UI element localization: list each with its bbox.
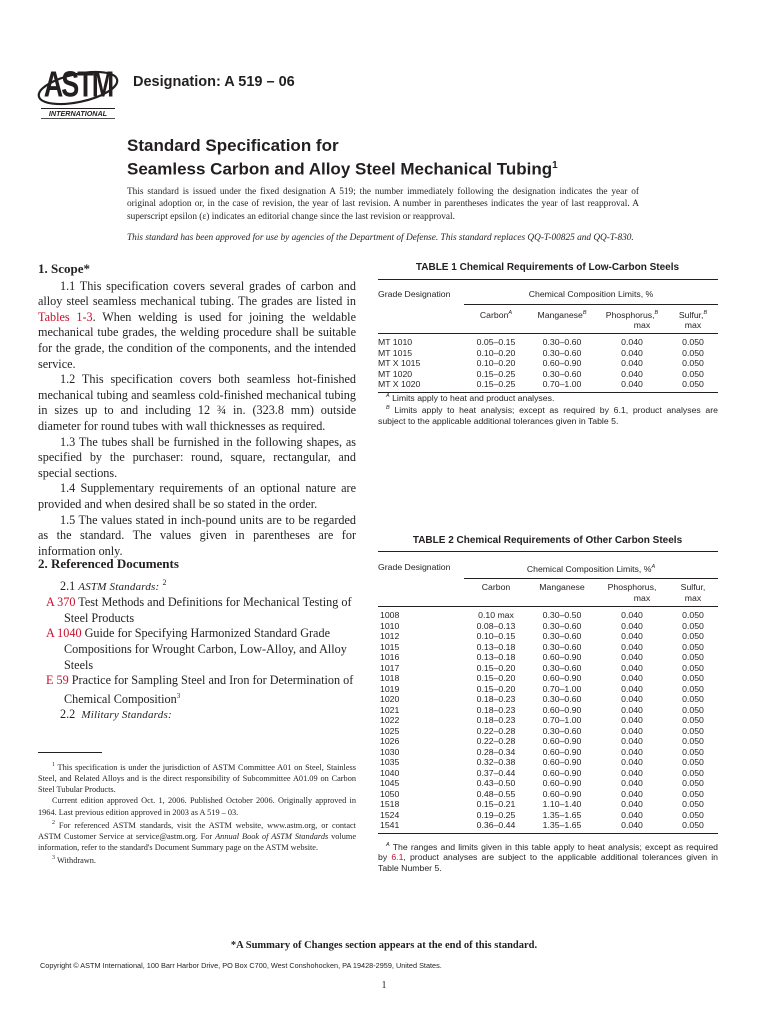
footnote-1: $^1$ This specification is under the jurisdiction of ASTM Committee A01 on Steel, Stainless Steel, and Related Alloys and is the direct responsibility of Subcommittee A01.09 on Carbon Steel Tubular Products. xyxy=(38,762,356,795)
table-cell: 0.30–0.60 xyxy=(542,641,582,652)
table-row xyxy=(378,799,718,810)
col-header-sulfur: Sulfur, max xyxy=(680,582,706,603)
table-cell: 1018 xyxy=(380,673,400,684)
table-2 xyxy=(378,551,718,834)
table-cell: 1541 xyxy=(380,820,400,831)
table-cell: 0.18–0.23 xyxy=(476,694,516,705)
table-cell: 1019 xyxy=(380,683,400,694)
table-cell: 0.040 xyxy=(621,652,643,663)
summary-of-changes-note: *A Summary of Changes section appears at the end of this standard. xyxy=(230,940,538,951)
table-cell: 0.10–0.15 xyxy=(476,631,516,642)
table-row: MT 1010 0.05–0.15 0.30–0.60 0.040 0.050 xyxy=(378,337,704,348)
table-cell: 1020 xyxy=(380,694,400,705)
table-cell: 0.60–0.90 xyxy=(542,746,582,757)
title-line-2: Seamless Carbon and Alloy Steel Mechanical Tubing$^1$ xyxy=(127,159,558,179)
table-cell: 0.30–0.50 xyxy=(542,610,582,621)
title-line-1: Standard Specification for xyxy=(127,136,339,155)
paragraph-1-5: 1.5 The values stated in inch-pound units are to be regarded as the standard. The values given in parentheses are for information only. xyxy=(38,512,356,558)
page-number: 1 xyxy=(381,980,387,991)
table-cell: 1026 xyxy=(380,736,400,747)
table-cell: 0.48–0.55 xyxy=(476,788,516,799)
table-cell: 0.040 xyxy=(621,736,643,747)
table-cell: 0.36–0.44 xyxy=(476,820,516,831)
table-cell: 0.050 xyxy=(682,715,704,726)
reference-link[interactable]: A 1040 xyxy=(46,626,82,641)
table-cell: 1050 xyxy=(380,788,400,799)
col-header-sulfur: Sulfur,$^B$ max xyxy=(678,309,708,330)
table-row xyxy=(378,673,718,684)
table-row xyxy=(378,607,718,621)
footnote-1-edition: Current edition approved Oct. 1, 2006. Published October 2006. Originally approved in 1964. Last previous edition approved in 2003 as A 519 – 03. xyxy=(38,796,356,817)
table-row xyxy=(378,757,718,768)
paragraph-1-4: 1.4 Supplementary requirements of an optional nature are provided and when desired shall be so stated in the order. xyxy=(38,481,356,511)
page-title xyxy=(127,136,558,180)
col-header-grade: Grade Designation xyxy=(378,289,451,299)
table-cell: 0.13–0.18 xyxy=(476,641,516,652)
table-cell: 0.050 xyxy=(682,694,704,705)
table-1-notes xyxy=(378,391,718,427)
table-cell: 0.60–0.90 xyxy=(542,778,582,789)
table-cell: 0.10 max xyxy=(478,610,514,621)
table-row xyxy=(378,726,718,737)
paragraph-1-1: 1.1 This specification covers several grades of carbon and alloy steel seamless mechanical tubing. The grades are listed in Tables 1-3. When welding is used for joining the weldable mechanical tube grades, the welding procedure shall be suitable for the grade, the condition of the components, and the intended service. xyxy=(38,278,356,371)
table-cell: 0.050 xyxy=(682,641,704,652)
table-1 xyxy=(378,279,718,393)
table-cell: 0.30–0.60 xyxy=(542,631,582,642)
footnotes xyxy=(38,760,356,866)
table-cell: 0.08–0.13 xyxy=(476,620,516,631)
astm-logo-icon xyxy=(34,64,122,120)
table-cell: 0.040 xyxy=(621,694,643,705)
table-cell: 0.19–0.25 xyxy=(476,809,516,820)
table-cell: 0.60–0.90 xyxy=(542,757,582,768)
table-1-caption: TABLE 1 Chemical Requirements of Low-Carbon Steels xyxy=(415,262,680,273)
table-row xyxy=(378,652,718,663)
section-heading: 1. Scope* xyxy=(38,261,90,276)
table-row xyxy=(378,705,718,716)
table-cell: 0.30–0.60 xyxy=(542,725,582,736)
table-cell: 0.050 xyxy=(682,788,704,799)
section-referenced-documents xyxy=(38,556,356,724)
table-cell: 1021 xyxy=(380,704,400,715)
table-cell: 1524 xyxy=(380,809,400,820)
table-cell: 0.13–0.18 xyxy=(476,652,516,663)
table-cell: 0.040 xyxy=(621,715,643,726)
table-cell: 0.050 xyxy=(682,809,704,820)
table-row xyxy=(378,621,718,632)
table-cell: 0.050 xyxy=(682,725,704,736)
table-cell: 1010 xyxy=(380,620,400,631)
designation-note: This standard is issued under the fixed designation A 519; the number immediately following the designation indicates the year of original adoption or, in the case of revision, the year of last revision. A number in parentheses indicates the year of last reapproval. A superscript epsilon (ε) indicates an editorial change since the last revision or reapproval. xyxy=(127,187,639,222)
reference-link[interactable]: E 59 xyxy=(46,673,69,688)
table-row xyxy=(378,715,718,726)
table-cell: 0.050 xyxy=(682,778,704,789)
table-row: MT 1020 0.15–0.25 0.30–0.60 0.040 0.050 xyxy=(378,368,704,379)
table-cell: 1518 xyxy=(380,799,400,810)
table-cell: 1040 xyxy=(380,767,400,778)
astm-logo xyxy=(34,64,122,120)
table-row xyxy=(378,642,718,653)
table-cell: 0.60–0.90 xyxy=(542,673,582,684)
subsection-2-2: 2.2 Military Standards: xyxy=(60,707,172,722)
table-row xyxy=(378,694,718,705)
table-cell: 1012 xyxy=(380,631,400,642)
table-note-a: $^A$ Limits apply to heat and product analyses. xyxy=(386,392,555,403)
table-cell: 0.040 xyxy=(621,767,643,778)
table-cell: 1.10–1.40 xyxy=(542,799,582,810)
table-cell: 0.43–0.50 xyxy=(476,778,516,789)
table-cell: 1025 xyxy=(380,725,400,736)
table-cell: 0.15–0.20 xyxy=(476,662,516,673)
table-cell: 0.30–0.60 xyxy=(542,620,582,631)
table-cell: 0.70–1.00 xyxy=(542,683,582,694)
table-cell: 0.60–0.90 xyxy=(542,704,582,715)
footnote-2: $^2$ For referenced ASTM standards, visit the ASTM website, www.astm.org, or contact ASTM Customer Service at service@astm.org. For Annual Book of ASTM Standards volume information, refer to the standard's Document Summary page on the ASTM website. xyxy=(38,819,357,852)
reference-link[interactable]: A 370 xyxy=(46,595,76,610)
footnote-3: $^3$ Withdrawn. xyxy=(52,855,97,865)
table-row xyxy=(378,778,718,789)
svg-text:ASTM: ASTM xyxy=(43,64,113,105)
table-cell: 0.70–1.00 xyxy=(542,715,582,726)
reference-item: A 370 Test Methods and Definitions for Mechanical Testing of Steel Products xyxy=(46,595,352,625)
table-cell: 0.040 xyxy=(621,820,643,831)
svg-text:INTERNATIONAL: INTERNATIONAL xyxy=(48,109,108,118)
table-note-b: $^B$ Limits apply to heat analysis; except as required by 6.1, product analyses are subject to the applicable additional tolerances given in Table 5. xyxy=(378,405,718,426)
table-cell: 0.040 xyxy=(621,641,643,652)
table-cell: 0.040 xyxy=(621,778,643,789)
table-cell: 0.15–0.21 xyxy=(476,799,516,810)
table-cell: 1017 xyxy=(380,662,400,673)
reference-item: E 59 Practice for Sampling Steel and Iron for Determination of Chemical Composition$^3$ xyxy=(46,673,354,706)
table-cell: 0.040 xyxy=(621,788,643,799)
table-cell: 1015 xyxy=(380,641,400,652)
col-header-grade: Grade Designation xyxy=(378,562,451,572)
section-heading: 2. Referenced Documents xyxy=(38,556,179,571)
copyright: Copyright © ASTM International, 100 Barr Harbor Drive, PO Box C700, West Conshohocken, PA 19428-2959, United States. xyxy=(40,961,442,970)
subsection-2-1: 2.1 ASTM Standards: $^2$ xyxy=(60,577,167,593)
paragraph-1-2: 1.2 This specification covers both seamless hot-finished mechanical tubing and seamless cold-finished mechanical tubing in sizes up to and including 12 ¾ in. (323.8 mm) outside diameter for round tubes with wall thicknesses as required. xyxy=(38,372,356,433)
table-cell: 0.050 xyxy=(682,610,704,621)
col-header-phosphorus: Phosphorus, max xyxy=(607,582,657,603)
table-cell: 0.15–0.20 xyxy=(476,673,516,684)
table-cell: 0.32–0.38 xyxy=(476,757,516,768)
table-cell: 0.040 xyxy=(621,746,643,757)
table-row xyxy=(378,684,718,695)
reference-item: A 1040 Guide for Specifying Harmonized Standard Grade Compositions for Wrought Carbon, Low-Alloy, and Alloy Steels xyxy=(46,626,347,672)
table-cell: 0.050 xyxy=(682,704,704,715)
table-cell: 1030 xyxy=(380,746,400,757)
table-cell: 0.30–0.60 xyxy=(542,662,582,673)
table-row xyxy=(378,663,718,674)
table-row xyxy=(378,736,718,747)
table-cell: 1035 xyxy=(380,757,400,768)
table-row: MT 1015 0.10–0.20 0.30–0.60 0.040 0.050 xyxy=(378,347,704,358)
table-2-body xyxy=(378,607,718,834)
col-header-manganese: Manganese xyxy=(539,582,585,593)
table-cell: 0.040 xyxy=(621,809,643,820)
table-cell: 0.040 xyxy=(621,673,643,684)
table-row: MT X 1020 0.15–0.25 0.70–1.00 0.040 0.050 xyxy=(378,379,718,392)
col-header-manganese: Manganese$^B$ xyxy=(537,309,587,320)
table-cell: 1022 xyxy=(380,715,400,726)
table-cell: 0.30–0.60 xyxy=(542,694,582,705)
table-cell: 0.60–0.90 xyxy=(542,736,582,747)
table-cell: 0.050 xyxy=(682,757,704,768)
table-row xyxy=(378,631,718,642)
table-cell: 0.18–0.23 xyxy=(476,715,516,726)
table-cell: 0.050 xyxy=(682,662,704,673)
table-cell: 0.040 xyxy=(621,662,643,673)
col-header-carbon: Carbon xyxy=(481,582,511,593)
col-header-carbon: Carbon$^A$ xyxy=(479,309,513,320)
footnote-divider xyxy=(38,752,102,753)
table-cell: 1045 xyxy=(380,778,400,789)
table-cell: 0.050 xyxy=(682,620,704,631)
table-cell: 0.050 xyxy=(682,736,704,747)
table-cell: 1008 xyxy=(380,610,400,621)
table-cell: 0.040 xyxy=(621,757,643,768)
designation: Designation: A 519 – 06 xyxy=(133,74,295,90)
col-group-header: Chemical Composition Limits, % xyxy=(464,280,718,305)
table-cell: 0.050 xyxy=(682,746,704,757)
table-row xyxy=(378,789,718,800)
table-cell: 0.050 xyxy=(682,673,704,684)
table-row xyxy=(378,747,718,758)
table-cell: 0.040 xyxy=(621,704,643,715)
table-cell: 0.040 xyxy=(621,631,643,642)
table-cell: 0.040 xyxy=(621,799,643,810)
section-scope xyxy=(38,261,356,559)
table-2-notes xyxy=(378,840,718,874)
table-row: MT X 1015 0.10–0.20 0.60–0.90 0.040 0.050 xyxy=(378,358,704,369)
table-cell: 0.040 xyxy=(621,683,643,694)
table-row xyxy=(378,820,718,833)
section-link[interactable]: 6.1 xyxy=(391,852,404,863)
table-cell: 0.050 xyxy=(682,652,704,663)
table-cell: 0.18–0.23 xyxy=(476,704,516,715)
table-note-a: $^A$ The ranges and limits given in this table apply to heat analysis; except as required by 6.1, product analyses are subject to the applicable additional tolerances given in Table Number 5. xyxy=(378,841,719,874)
table-cell: 0.050 xyxy=(682,631,704,642)
table-row xyxy=(378,810,718,821)
table-cell: 1.35–1.65 xyxy=(542,820,582,831)
table-cell: 0.60–0.90 xyxy=(542,767,582,778)
table-cell: 0.050 xyxy=(682,683,704,694)
table-cell: 0.15–0.20 xyxy=(476,683,516,694)
footnote-ref[interactable]: 1 xyxy=(552,160,558,171)
table-cell: 0.60–0.90 xyxy=(542,788,582,799)
table-row xyxy=(378,768,718,779)
table-cell: 0.040 xyxy=(621,620,643,631)
table-cell: 0.60–0.90 xyxy=(542,652,582,663)
table-cell: 0.040 xyxy=(621,725,643,736)
table-cell: 0.22–0.28 xyxy=(476,725,516,736)
col-group-header: Chemical Composition Limits, %$^A$ xyxy=(464,552,718,579)
table-cell: 0.050 xyxy=(682,820,704,831)
tables-link[interactable]: Tables 1-3 xyxy=(38,309,93,324)
table-cell: 0.040 xyxy=(621,610,643,621)
table-cell: 0.37–0.44 xyxy=(476,767,516,778)
col-header-phosphorus: Phosphorus,$^B$ max xyxy=(605,309,659,330)
table-cell: 0.28–0.34 xyxy=(476,746,516,757)
table-2-caption: TABLE 2 Chemical Requirements of Other Carbon Steels xyxy=(412,535,683,546)
table-cell: 1016 xyxy=(380,652,400,663)
dod-approval-note: This standard has been approved for use by agencies of the Department of Defense. This standard replaces QQ-T-00825 and QQ-T-830. xyxy=(127,233,634,243)
table-cell: 0.22–0.28 xyxy=(476,736,516,747)
table-cell: 0.050 xyxy=(682,767,704,778)
table-cell: 0.050 xyxy=(682,799,704,810)
paragraph-1-3: 1.3 The tubes shall be furnished in the following shapes, as specified by the purchaser: round, square, rectangular, and special sections. xyxy=(38,434,356,480)
table-cell: 1.35–1.65 xyxy=(542,809,582,820)
